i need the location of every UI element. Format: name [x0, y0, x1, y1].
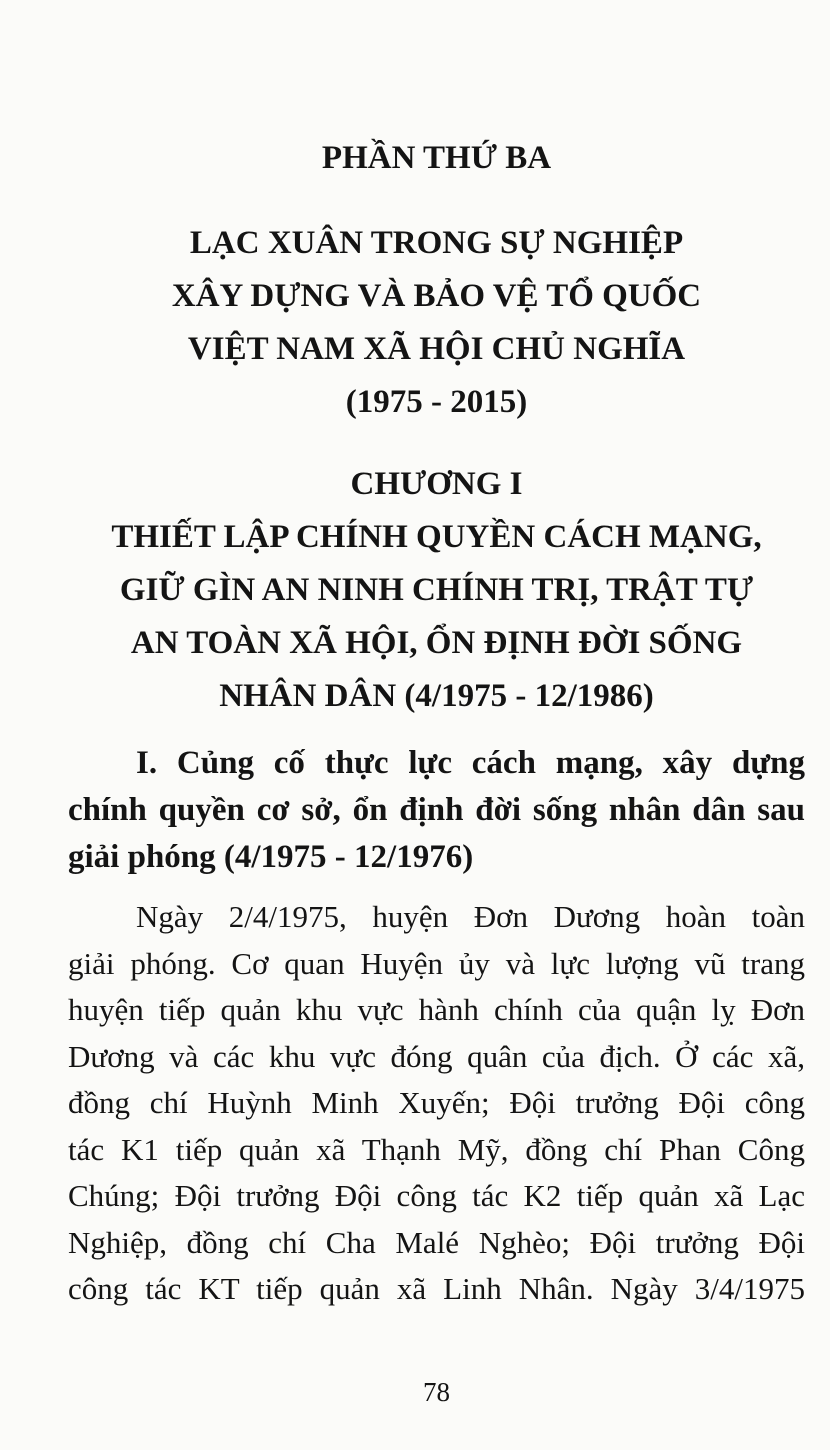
chapter-title-line: NHÂN DÂN (4/1975 - 12/1986): [219, 678, 654, 714]
section-heading-line: giải phóng (4/1975 - 12/1976): [68, 839, 474, 875]
section-heading-line: chính quyền cơ sở, ổn định đời sống nhân dân sau: [68, 792, 805, 828]
chapter-title-line: THIẾT LẬP CHÍNH QUYỀN CÁCH MẠNG,: [111, 519, 762, 555]
part-period: (1975 - 2015): [345, 384, 528, 420]
chapter-heading: [68, 458, 805, 723]
book-page: [68, 0, 805, 1450]
body-line: giải phóng. Cơ quan Huyện ủy và lực lượng vũ trang: [68, 945, 805, 981]
part-subtitle: [68, 217, 805, 429]
part-title: PHẦN THỨ BA: [321, 140, 552, 176]
body-paragraph: [68, 894, 805, 1313]
part-subtitle-line: LẠC XUÂN TRONG SỰ NGHIỆP: [189, 225, 684, 261]
page-number: 78: [423, 1377, 450, 1407]
body-line: công tác KT tiếp quản xã Linh Nhân. Ngày 3/4/1975: [68, 1271, 805, 1306]
part-subtitle-line: VIỆT NAM XÃ HỘI CHỦ NGHĨA: [187, 331, 686, 367]
chapter-title-line: GIỮ GÌN AN NINH CHÍNH TRỊ, TRẬT TỰ: [119, 572, 754, 608]
section-heading-line: I. Củng cố thực lực cách mạng, xây dựng: [136, 745, 805, 781]
chapter-label: CHƯƠNG I: [350, 466, 523, 502]
section-heading: [68, 740, 805, 881]
body-line: huyện tiếp quản khu vực hành chính của quận lỵ Đơn: [68, 992, 805, 1027]
part-heading: [68, 132, 805, 185]
body-line: Nghiệp, đồng chí Cha Malé Nghèo; Đội trưởng Đội: [68, 1224, 805, 1260]
body-line: Dương và các khu vực đóng quân của địch. Ở các xã,: [68, 1038, 805, 1074]
chapter-title-line: AN TOÀN XÃ HỘI, ỔN ĐỊNH ĐỜI SỐNG: [130, 625, 743, 661]
body-line: đồng chí Huỳnh Minh Xuyến; Đội trưởng Đội công: [68, 1085, 805, 1120]
body-line: Ngày 2/4/1975, huyện Đơn Dương hoàn toàn: [136, 899, 805, 934]
part-subtitle-line: XÂY DỰNG VÀ BẢO VỆ TỔ QUỐC: [171, 278, 702, 314]
body-line: Chúng; Đội trưởng Đội công tác K2 tiếp quản xã Lạc: [68, 1178, 805, 1213]
body-line: tác K1 tiếp quản xã Thạnh Mỹ, đồng chí Phan Công: [68, 1131, 805, 1167]
